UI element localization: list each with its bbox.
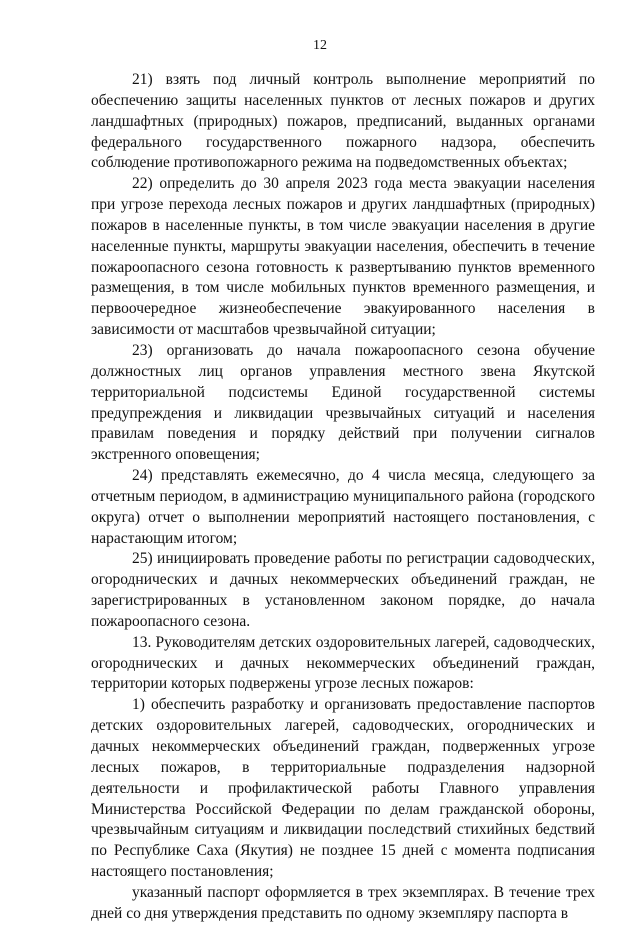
paragraph-section-13: 13. Руководителям детских оздоровительных лагерей, садоводческих, огороднических и дачных некоммерческих объединений граждан, территории которых подвержены угрозе лесных пожаров: bbox=[91, 633, 595, 693]
document-body bbox=[91, 70, 595, 925]
paragraph-item-21: 21) взять под личный контроль выполнение мероприятий по обеспечению защиты населенных пунктов от лесных пожаров и других ландшафтных (природных) пожаров, предписаний, выданных органами федерального государственного пожарного надзора, обеспечить соблюдение противопожарного режима на подведомственных объектах; bbox=[91, 71, 595, 172]
paragraph-item-24: 24) представлять ежемесячно, до 4 числа месяца, следующего за отчетным периодом, в администрацию муниципального района (городского округа) отчет о выполнении мероприятий настоящего постановления, с нарастающим итогом; bbox=[91, 467, 595, 547]
paragraph-item-22: 22) определить до 30 апреля 2023 года места эвакуации населения при угрозе перехода лесных пожаров и других ландшафтных (природных) пожаров в населенные пункты, в том числе эвакуации населения в другие населенные пункты, маршруты эвакуации населения, обеспечить в течение пожароопасного сезона готовность к развертыванию пунктов временного размещения, в том числе мобильных пунктов временного размещения, и первоочередное жизнеобеспечение эвакуированного населения в зависимости от масштабов чрезвычайной ситуации; bbox=[91, 175, 595, 339]
paragraph-subitem-1: 1) обеспечить разработку и организовать предоставление паспортов детских оздоровительных лагерей, садоводческих, огороднических и дачных некоммерческих объединений граждан, подверженных угрозе лесных пожаров, в территориальные подразделения надзорной деятельности и профилактической работы Главного управления Министерства Российской Федерации по делам гражданской обороны, чрезвычайным ситуациям и ликвидации последствий стихийных бедствий по Республике Саха (Якутия) не позднее 15 дней с момента подписания настоящего постановления; bbox=[91, 696, 595, 881]
paragraph-passport-note: указанный паспорт оформляется в трех экземплярах. В течение трех дней со дня утверждения представить по одному экземпляру паспорта в bbox=[91, 883, 595, 922]
paragraph-item-25: 25) инициировать проведение работы по регистрации садоводческих, огороднических и дачных некоммерческих объединений граждан, не зарегистрированных в установленном законом порядке, до начала пожароопасного сезона. bbox=[91, 550, 595, 630]
page-number: 12 bbox=[313, 38, 327, 53]
paragraph-item-23: 23) организовать до начала пожароопасного сезона обучение должностных лиц органов управления местного звена Якутской территориальной подсистемы Единой государственной системы предупреждения и ликвидации чрезвычайных ситуаций и населения правилам поведения и порядку действий при получении сигналов экстренного оповещения; bbox=[91, 341, 595, 464]
